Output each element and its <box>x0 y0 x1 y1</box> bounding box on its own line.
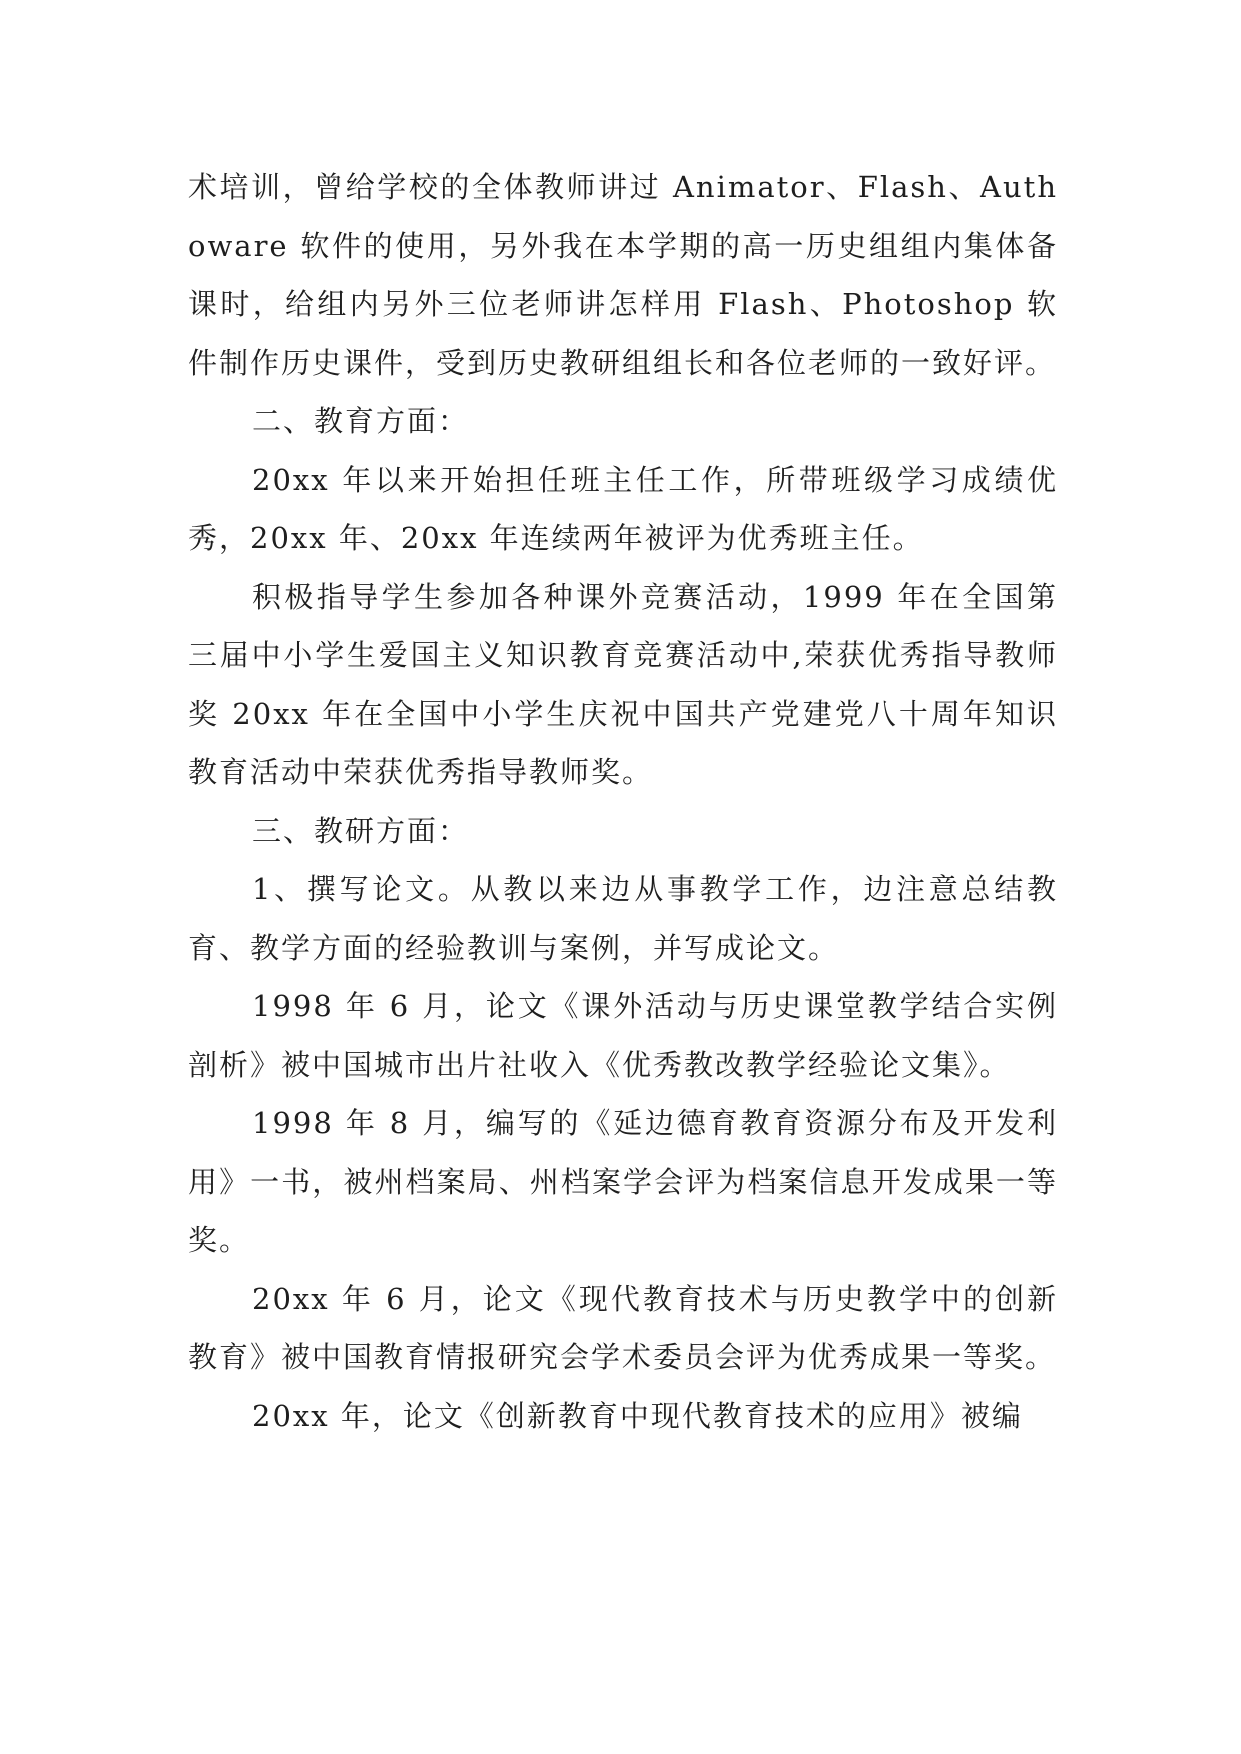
paragraph-writing-papers: 1、撰写论文。从教以来边从事教学工作，边注意总结教育、教学方面的经验教训与案例，并写成论文。 <box>188 872 1058 965</box>
paragraph-continued-training: 术培训，曾给学校的全体教师讲过 Animator、Flash、Authoware 软件的使用，另外我在本学期的高一历史组组内集体备课时，给组内另外三位老师讲怎样用 Flash、Photoshop 软件制作历史课件，受到历史教研组组长和各位老师的一致好评。 <box>188 170 1058 380</box>
paragraph-20xx-june: 20xx 年 6 月，论文《现代教育技术与历史教学中的创新教育》被中国教育情报研究会学术委员会评为优秀成果一等奖。 <box>188 1281 1058 1374</box>
paragraph-competitions: 积极指导学生参加各种课外竞赛活动，1999 年在全国第三届中小学生爱国主义知识教育竞赛活动中,荣获优秀指导教师奖 20xx 年在全国中小学生庆祝中国共产党建党八十周年知识教育活动中荣获优秀指导教师奖。 <box>188 579 1058 789</box>
paragraph-1998-june: 1998 年 6 月，论文《课外活动与历史课堂教学结合实例剖析》被中国城市出片社收入《优秀教改教学经验论文集》。 <box>188 989 1058 1082</box>
paragraph-1998-august: 1998 年 8 月，编写的《延边德育教育资源分布及开发利用》一书，被州档案局、州档案学会评为档案信息开发成果一等奖。 <box>188 1106 1058 1257</box>
document-body <box>188 158 1058 1445</box>
paragraph-20xx-paper: 20xx 年，论文《创新教育中现代教育技术的应用》被编 <box>252 1398 1023 1433</box>
heading-research: 三、教研方面： <box>252 813 470 848</box>
paragraph-head-teacher: 20xx 年以来开始担任班主任工作，所带班级学习成绩优秀，20xx 年、20xx 年连续两年被评为优秀班主任。 <box>188 462 1058 555</box>
heading-education: 二、教育方面： <box>252 404 470 438</box>
